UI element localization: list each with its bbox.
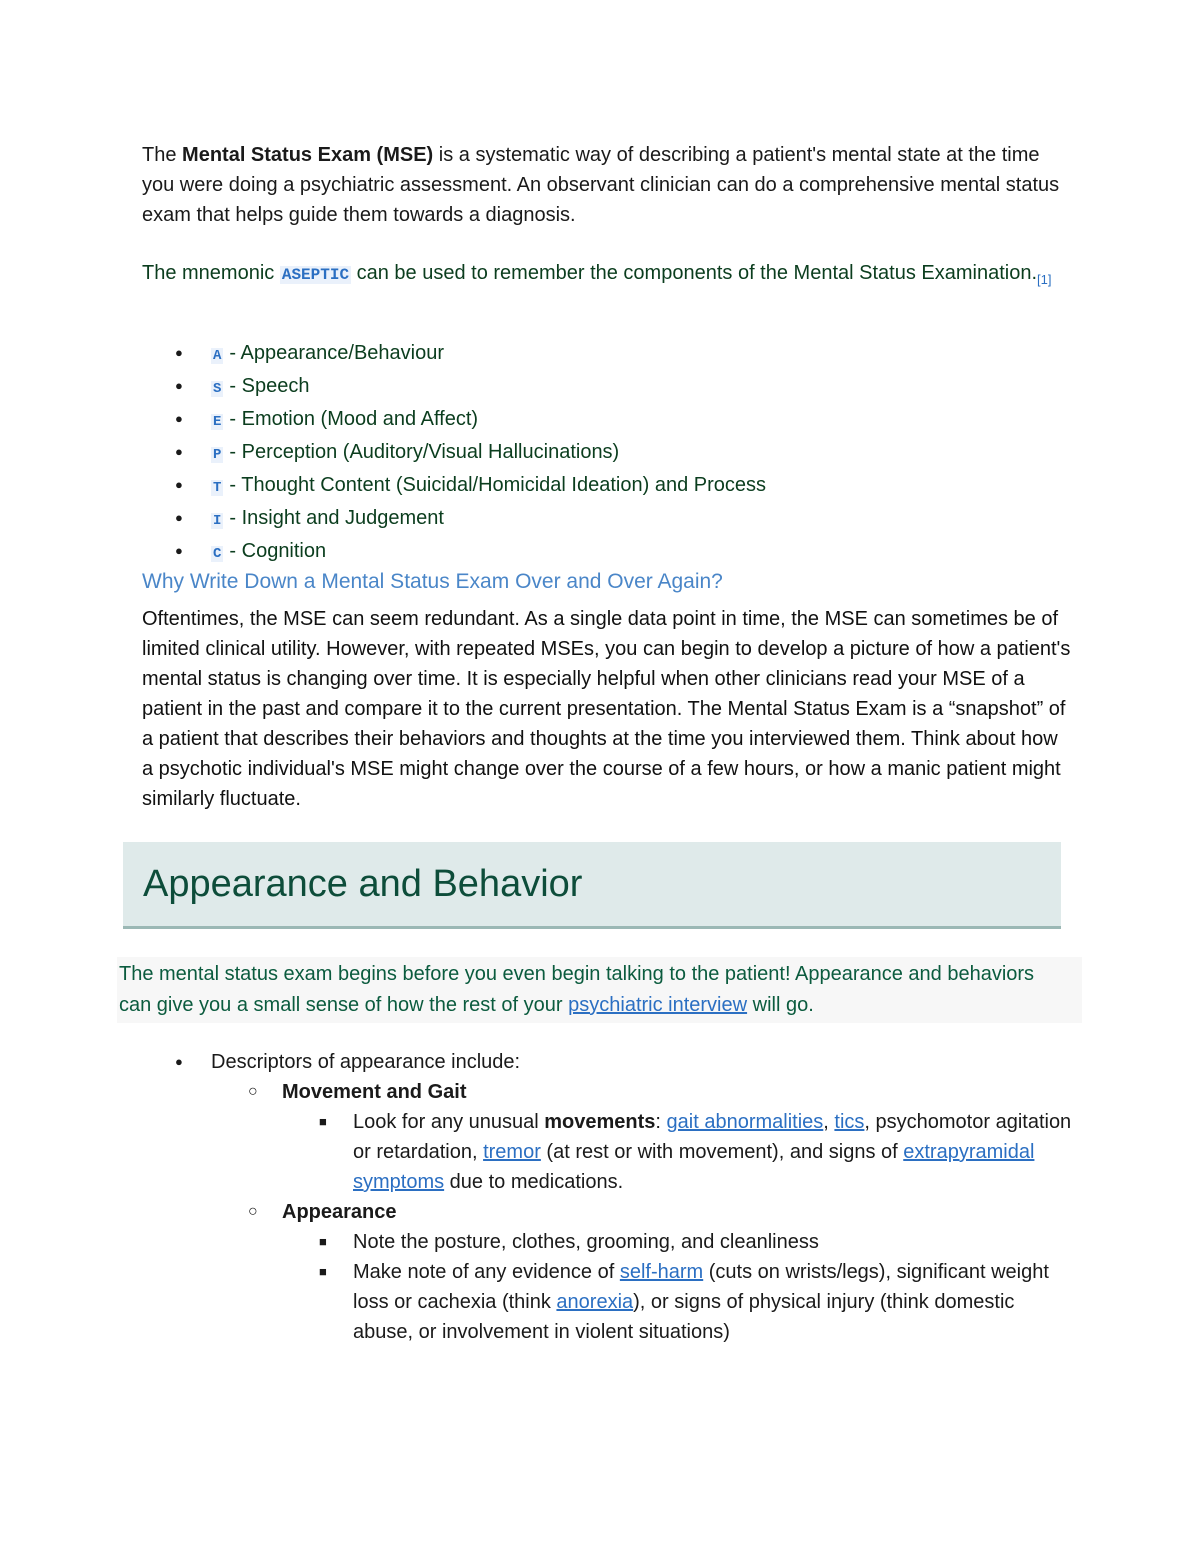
- list-item-text: - Emotion (Mood and Affect): [229, 408, 479, 430]
- appearance-detail: [175, 1257, 1075, 1347]
- callout-text-1: The mental status exam begins before you even begin talking to the patient! Appearance and behaviors can give you a small sense of how the rest of your: [119, 963, 1035, 1016]
- movement-text: , psychomotor agitation or retardation,: [353, 1111, 1072, 1163]
- mnemonic-text: The mnemonic: [142, 262, 280, 284]
- list-item-text: - Perception (Auditory/Visual Hallucinations): [229, 441, 620, 463]
- tics-link[interactable]: tics: [834, 1111, 865, 1133]
- mnemonic-letter: I: [213, 513, 222, 529]
- mnemonic-letter: S: [213, 381, 222, 397]
- callout-text-2: will go.: [747, 994, 814, 1016]
- intro-bold-term: Mental Status Exam (MSE): [182, 144, 434, 166]
- list-item-text: - Appearance/Behaviour: [229, 342, 444, 364]
- movement-detail: [175, 1107, 1075, 1197]
- list-item-text: - Thought Content (Suicidal/Homicidal Ideation) and Process: [229, 474, 766, 496]
- list-item: [175, 371, 1075, 404]
- mnemonic-text-2: can be used to remember the components of the Mental Status Examination.: [351, 262, 1037, 284]
- mnemonic-letter: T: [213, 480, 222, 496]
- mnemonic-letter: P: [213, 447, 222, 463]
- intro-text: The: [142, 144, 183, 166]
- movement-gait-heading: ○ Movement and Gait: [175, 1077, 1075, 1107]
- psychiatric-interview-link[interactable]: psychiatric interview: [568, 994, 748, 1016]
- appearance-note: ■ Note the posture, clothes, grooming, and cleanliness: [175, 1227, 1075, 1257]
- appearance-heading: ○ Appearance: [175, 1197, 1075, 1227]
- anorexia-link[interactable]: anorexia: [556, 1291, 634, 1313]
- list-item: [175, 536, 1075, 569]
- list-item: [175, 470, 1075, 503]
- list-item-text: - Speech: [229, 375, 310, 397]
- movement-text: (at rest or with movement), and signs of: [540, 1141, 904, 1163]
- movement-bold: movements: [544, 1111, 656, 1133]
- list-item: ● Descriptors of appearance include:: [175, 1047, 1075, 1077]
- list-item: [175, 338, 1075, 371]
- mnemonic-paragraph: [142, 258, 1072, 295]
- why-paragraph: Oftentimes, the MSE can seem redundant. As a single data point in time, the MSE can sometimes be of limited clinical utility. However, with repeated MSEs, you can begin to develop a picture of how a patient's mental status is changing over time. It is especially helpful when other clinicians read your MSE of a patient in the past and compare it to the current presentation. The Mental Status Exam is a “snapshot” of a patient that describes their behaviors and thoughts at the time you interviewed them. Think about how a psychotic individual's MSE might change over the course of a few hours, or how a manic patient might similarly fluctuate.: [142, 608, 1071, 810]
- list-item: [175, 503, 1075, 536]
- appearance-text: (cuts on wrists/legs), significant weight loss or cachexia (think: [353, 1261, 1049, 1313]
- list-item-text: - Cognition: [229, 540, 327, 562]
- aseptic-list: [175, 338, 1075, 569]
- mnemonic-letter: C: [213, 546, 222, 562]
- appearance-text: Make note of any evidence of: [353, 1261, 620, 1283]
- descriptors-list: [175, 1047, 1075, 1347]
- section-banner: [123, 842, 1061, 929]
- appearance-text: ), or signs of physical injury (think domestic abuse, or involvement in violent situations): [353, 1291, 1015, 1343]
- movement-text: :: [655, 1111, 667, 1133]
- extrapyramidal-symptoms-link[interactable]: extrapyramidal symptoms: [353, 1141, 1035, 1193]
- movement-text: Look for any unusual: [353, 1111, 545, 1133]
- list-item: [175, 404, 1075, 437]
- mnemonic-code: ASEPTIC: [281, 266, 350, 284]
- list-item-text: - Insight and Judgement: [229, 507, 444, 529]
- gait-abnormalities-link[interactable]: gait abnormalities: [666, 1111, 824, 1133]
- mnemonic-letter: A: [213, 348, 222, 364]
- callout-box: [117, 957, 1082, 1023]
- movement-text: due to medications.: [444, 1171, 624, 1193]
- self-harm-link[interactable]: self-harm: [619, 1261, 704, 1283]
- intro-paragraph: [142, 140, 1072, 230]
- tremor-link[interactable]: tremor: [483, 1141, 541, 1163]
- why-heading: Why Write Down a Mental Status Exam Over and Over Again?: [142, 570, 723, 593]
- citation-link[interactable]: [1]: [1037, 272, 1052, 287]
- mnemonic-letter: E: [213, 414, 222, 430]
- movement-text: ,: [823, 1111, 835, 1133]
- callout-text: [119, 959, 1069, 1021]
- section-title: Appearance and Behavior: [143, 863, 583, 905]
- list-item: [175, 437, 1075, 470]
- intro-text-2: is a systematic way of describing a patient's mental state at the time you were doing a psychiatric assessment. An observant clinician can do a comprehensive mental status exam that helps guide them towards a diagnosis.: [142, 144, 1060, 226]
